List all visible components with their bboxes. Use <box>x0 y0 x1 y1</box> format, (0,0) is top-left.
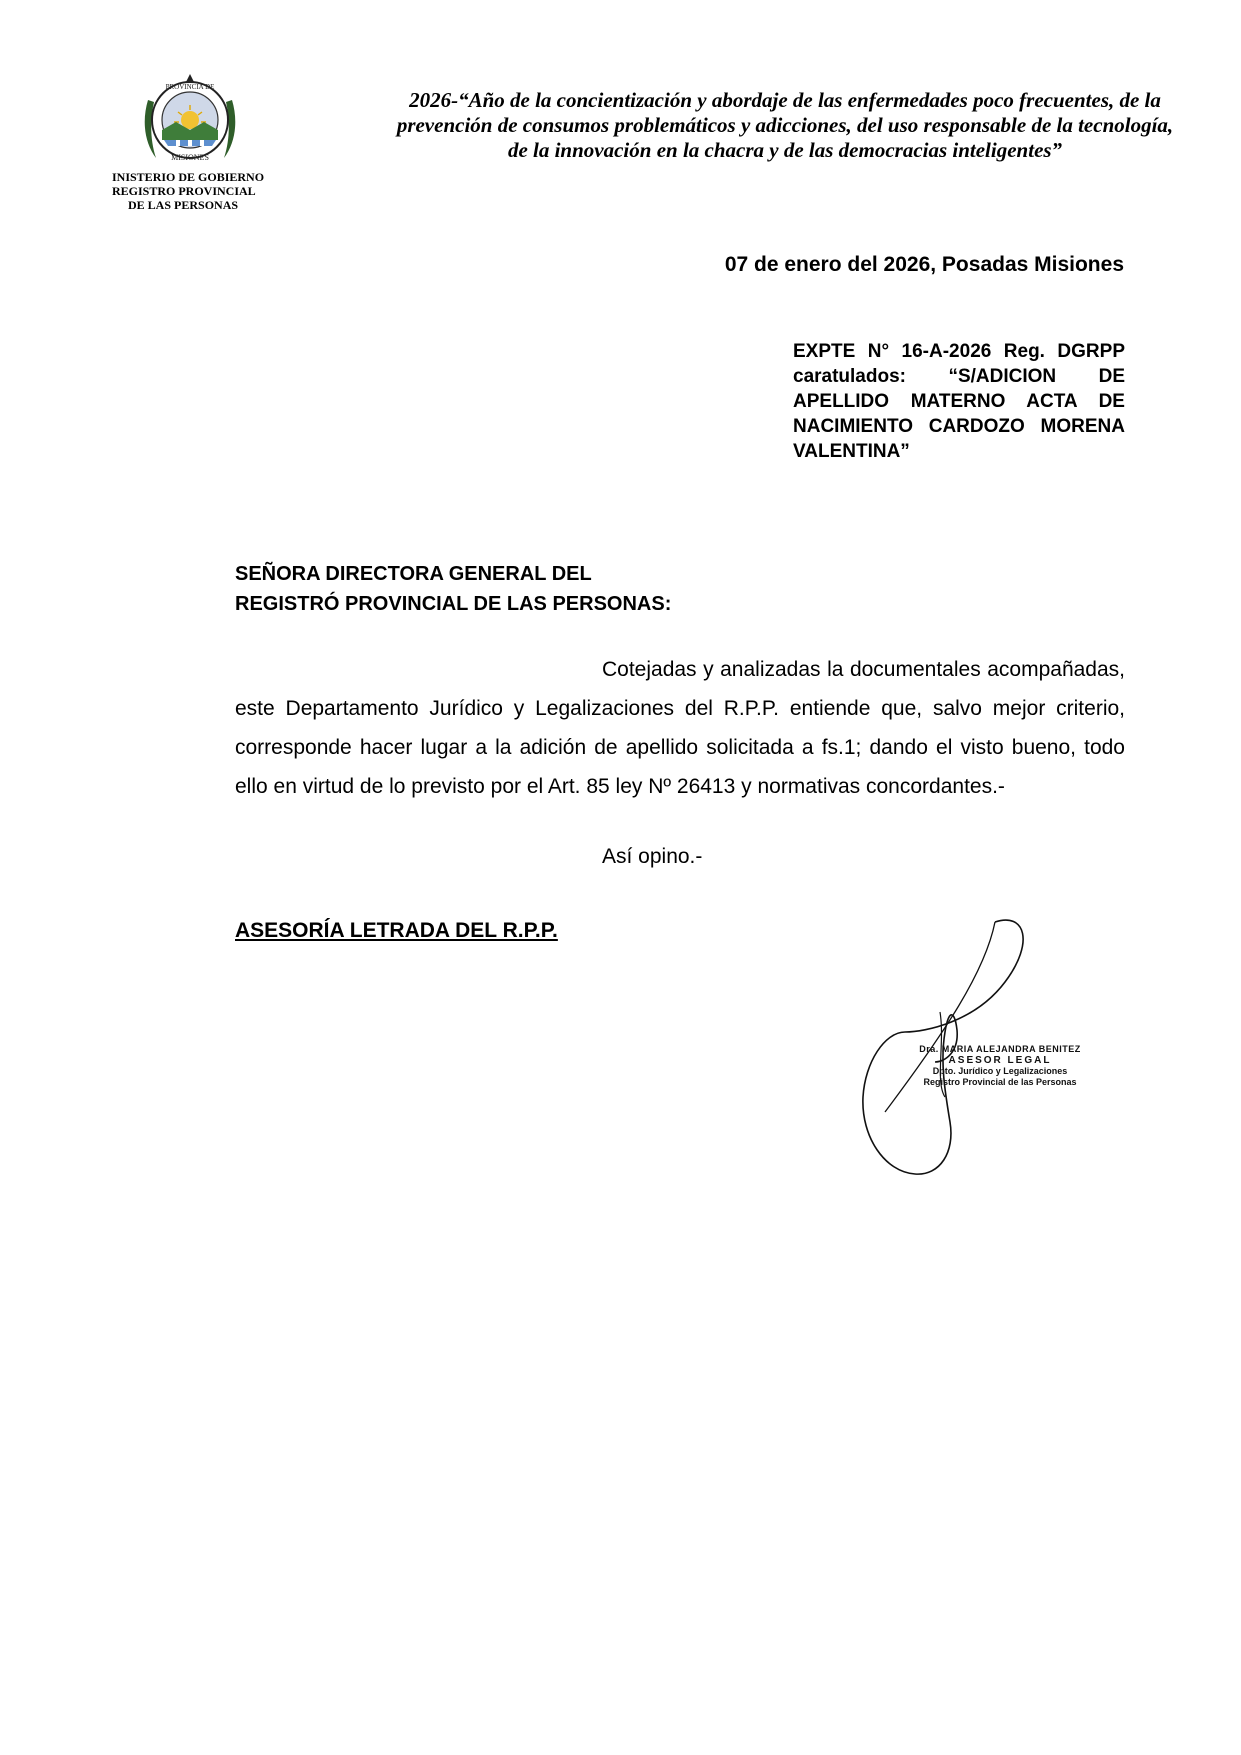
date-line: 07 de enero del 2026, Posadas Misiones <box>724 253 1124 276</box>
provincia-de-misiones-seal-icon <box>140 70 240 170</box>
ministry-line: REGISTRO PROVINCIAL <box>112 184 256 198</box>
stamp-org: Registro Provincial de las Personas <box>923 1077 1077 1087</box>
body-paragraph: Cotejadas y analizadas la documentales acompañadas, este Departamento Jurídico y Legalizaciones del R.P.P. entiende que, salvo mejor criterio, corresponde hacer lugar a la adición de apellido solicitada a fs.1; dando el visto bueno, todo ello en virtud de lo previsto por el Art. 85 ley Nº 26413 y normativas concordantes.- <box>235 658 1125 798</box>
case-reference: EXPTE N° 16-A-2026 Reg. DGRPP caratulados: “S/ADICION DE APELLIDO MATERNO ACTA DE NACIMIENTO CARDOZO MORENA VALENTINA” <box>793 341 1125 462</box>
stamp-role: ASESOR LEGAL <box>948 1055 1052 1066</box>
seal-text-top: PROVINCIA DE <box>165 83 215 91</box>
seal-text-bottom: MISIONES <box>171 153 209 162</box>
addressee-line: REGISTRÓ PROVINCIAL DE LAS PERSONAS: <box>235 593 672 615</box>
addressee-line: SEÑORA DIRECTORA GENERAL DEL <box>235 563 592 585</box>
signature-stamp <box>900 1044 1100 1088</box>
ministry-label <box>112 170 282 212</box>
stamp-dept: Dpto. Jurídico y Legalizaciones <box>932 1066 1068 1076</box>
ministry-line: DE LAS PERSONAS <box>128 198 239 212</box>
signoff-heading: ASESORÍA LETRADA DEL R.P.P. <box>235 919 558 942</box>
addressee <box>235 559 835 619</box>
stamp-name: Dra. MARIA ALEJANDRA BENITEZ <box>919 1044 1081 1054</box>
year-motto: 2026-“Año de la concientización y abordaje de las enfermedades poco frecuentes, de la prevención de consumos problemáticos y adicciones, del uso responsable de la tecnología, de la innovación en la chacra y de las democracias inteligentes” <box>396 88 1174 162</box>
ministry-line: INISTERIO DE GOBIERNO <box>112 170 265 184</box>
closing-line: Así opino.- <box>602 845 703 868</box>
